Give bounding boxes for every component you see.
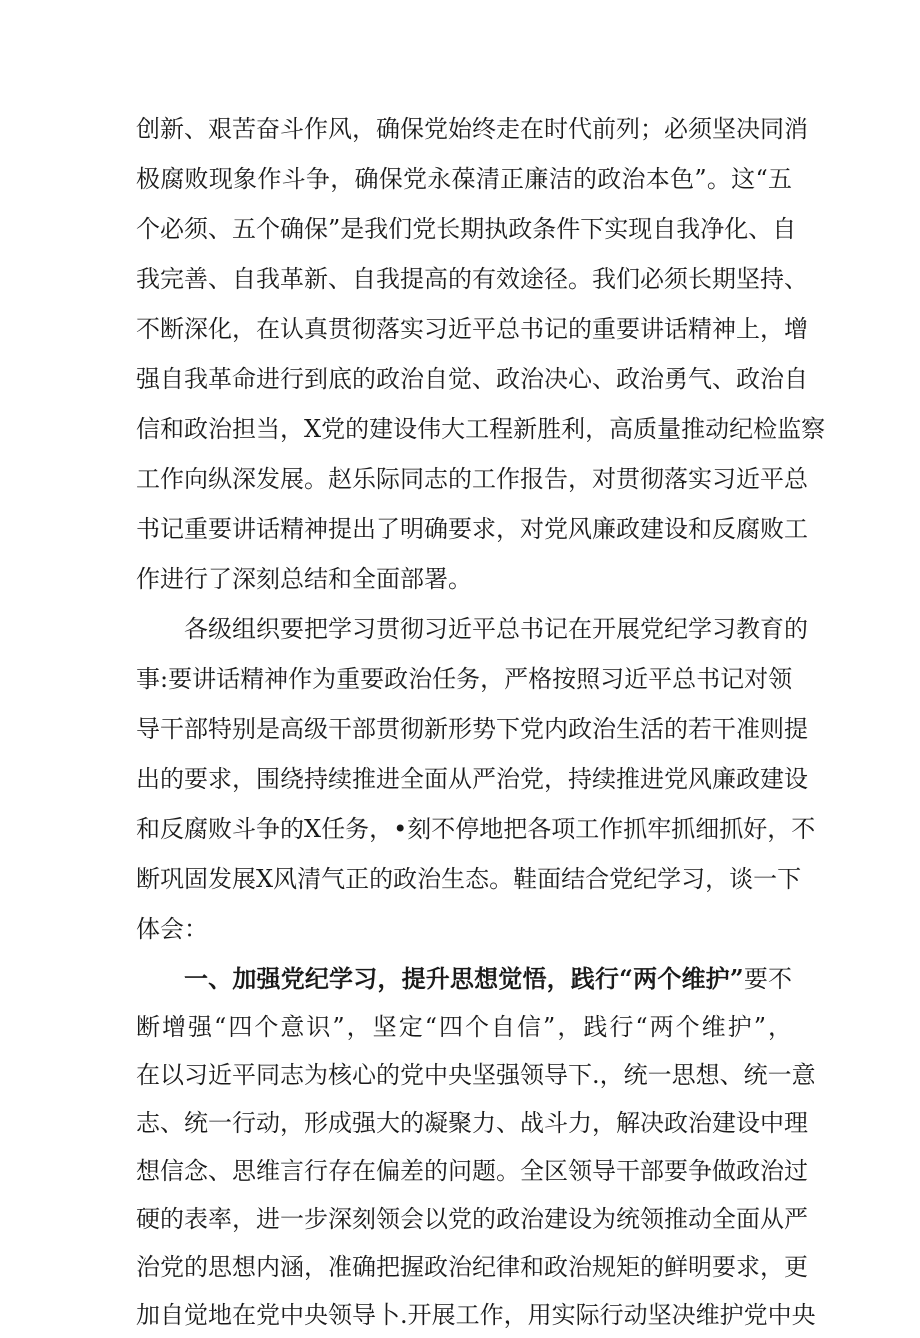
paragraph-1-line-2: 极腐败现象作斗争，确保党永葆清正廉洁的政治本色”。这“五: [136, 165, 792, 193]
paragraph-1-line-8: 工作向纵深发展。赵乐际同志的工作报告，对贯彻落实习近平总: [136, 465, 808, 493]
paragraph-3-line-1: 断增强“四个意识”，坚定“四个自信”，践行“两个维护”，: [136, 1013, 792, 1041]
paragraph-1-line-6: 强自我革命进行到底的政治自觉、政治决心、政治勇气、政治自: [136, 365, 808, 393]
paragraph-3-line-7: 加自觉地在党中央领导卜.开展工作，用实际行动坚决维护党中央: [136, 1301, 816, 1329]
paragraph-1-line-5: 不断深化，在认真贯彻落实习近平总书记的重要讲话精神上，增: [136, 315, 808, 343]
paragraph-1-line-9: 书记重要讲话精神提出了明确要求，对党风廉政建设和反腐败工: [136, 515, 808, 543]
paragraph-3-line-5: 硬的表率，进一步深刻领会以党的政治建设为统领推动全面从严: [136, 1205, 808, 1233]
paragraph-2-line-7: 体会：: [136, 915, 208, 943]
paragraph-2-line-1: 各级组织要把学习贯彻习近平总书记在开展党纪学习教育的: [184, 615, 808, 643]
section-heading: 一、加强党纪学习，提升思想觉悟，践行“两个维护”: [184, 964, 744, 993]
paragraph-1-line-3: 个必须、五个确保”是我们党长期执政条件下实现自我净化、自: [136, 215, 797, 243]
paragraph-1-line-1: 创新、艰苦奋斗作风，确保党始终走在时代前列；必须坚决同消: [136, 115, 808, 143]
paragraph-3-line-3: 志、统一行动，形成强大的凝聚力、战斗力，解决政治建设中理: [136, 1109, 808, 1137]
paragraph-1-line-7: 信和政治担当，X党的建设伟大工程新胜利，高质量推动纪检监察: [136, 415, 826, 443]
paragraph-2-line-2: 事:要讲话精神作为重要政治任务，严格按照习近平总书记对领: [136, 665, 793, 693]
paragraph-3-line-4: 想信念、思维言行存在偏差的问题。全区领导干部要争做政治过: [136, 1157, 808, 1185]
paragraph-1-line-10: 作进行了深刻总结和全面部署。: [136, 565, 472, 593]
paragraph-1-line-4: 我完善、自我革新、自我提高的有效途径。我们必须长期坚持、: [136, 265, 808, 293]
paragraph-2-line-6: 断巩固发展X风清气正的政治生态。鞋面结合党纪学习，谈一下: [136, 865, 802, 893]
paragraph-2-line-4: 出的要求，围绕持续推进全面从严治党，持续推进党风廉政建设: [136, 765, 808, 793]
paragraph-3-line-2: 在以习近平同志为核心的党中央坚强领导下.，统一思想、统一意: [136, 1061, 816, 1089]
paragraph-2-line-3: 导干部特别是高级干部贯彻新形势下党内政治生活的若干准则提: [136, 715, 808, 743]
paragraph-3-line-6: 治党的思想内涵，准确把握政治纪律和政治规矩的鲜明要求，更: [136, 1253, 808, 1281]
paragraph-2-line-5: 和反腐败斗争的X任务，•刻不停地把各项工作抓牢抓细抓好，不: [136, 815, 816, 843]
section-heading-line: [0, 956, 920, 1002]
section-heading-tail: 要不: [743, 965, 793, 993]
